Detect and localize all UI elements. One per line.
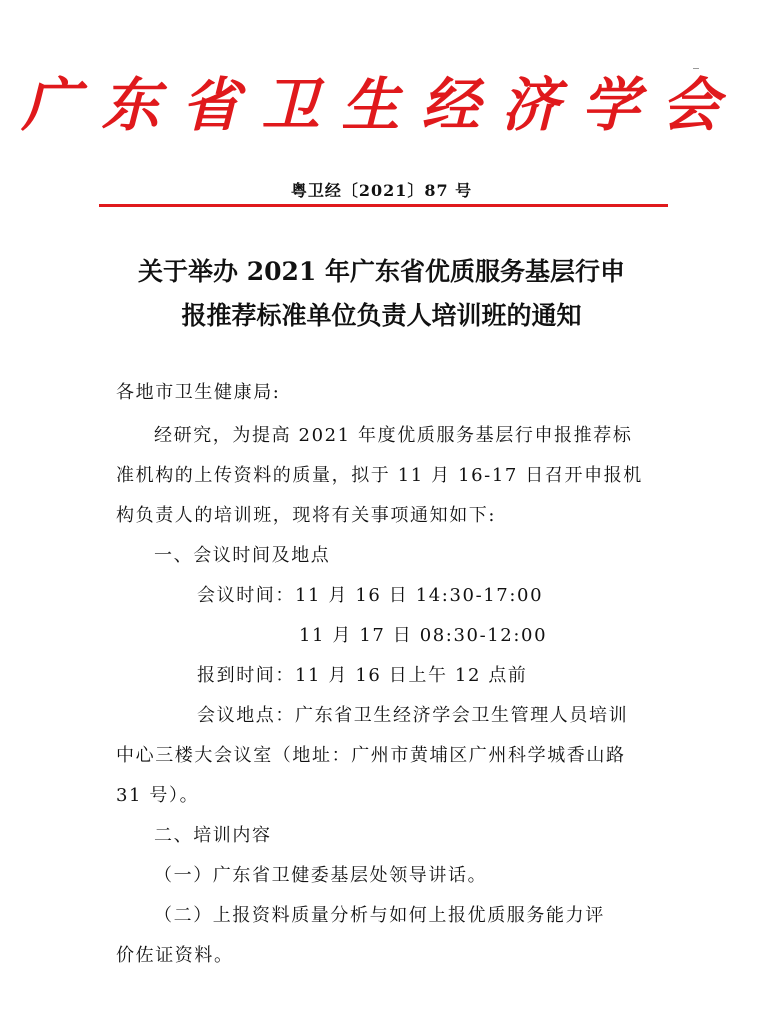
venue-line-1: 会议地点：广东省卫生经济学会卫生管理人员培训 bbox=[197, 705, 629, 726]
venue-line-3: 31 号）。 bbox=[116, 785, 200, 806]
salutation: 各地市卫生健康局: bbox=[116, 382, 281, 403]
red-divider bbox=[99, 204, 668, 207]
title-line-2: 报推荐标准单位负责人培训班的通知 bbox=[181, 301, 582, 330]
document-title bbox=[90, 250, 673, 338]
title-line-1: 关于举办 2021 年广东省优质服务基层行申 bbox=[138, 257, 625, 286]
corner-mark bbox=[693, 68, 699, 69]
content-item-1: （一）广东省卫健委基层处领导讲话。 bbox=[154, 865, 488, 886]
content-item-2-line-1: （二）上报资料质量分析与如何上报优质服务能力评 bbox=[154, 905, 605, 926]
org-letterhead: 广东省卫生经济学会 bbox=[21, 71, 742, 139]
content-item-2-line-2: 价佐证资料。 bbox=[116, 945, 234, 966]
intro-line-2: 准机构的上传资料的质量，拟于 11 月 16-17 日召开申报机 bbox=[116, 465, 643, 486]
document-number: 粤卫经〔2021〕87 号 bbox=[290, 181, 473, 200]
meeting-time-2: 11 月 17 日 08:30-12:00 bbox=[299, 625, 548, 646]
intro-line-3: 构负责人的培训班，现将有关事项通知如下: bbox=[116, 505, 497, 526]
intro-line-1: 经研究，为提高 2021 年度优质服务基层行申报推荐标 bbox=[154, 425, 633, 446]
section1-heading: 一、会议时间及地点 bbox=[154, 545, 331, 566]
section2-heading: 二、培训内容 bbox=[154, 825, 272, 846]
meeting-time-1: 会议时间：11 月 16 日 14:30-17:00 bbox=[197, 585, 544, 606]
checkin-time: 报到时间：11 月 16 日上午 12 点前 bbox=[197, 665, 528, 686]
venue-line-2: 中心三楼大会议室（地址：广州市黄埔区广州科学城香山路 bbox=[116, 745, 626, 766]
